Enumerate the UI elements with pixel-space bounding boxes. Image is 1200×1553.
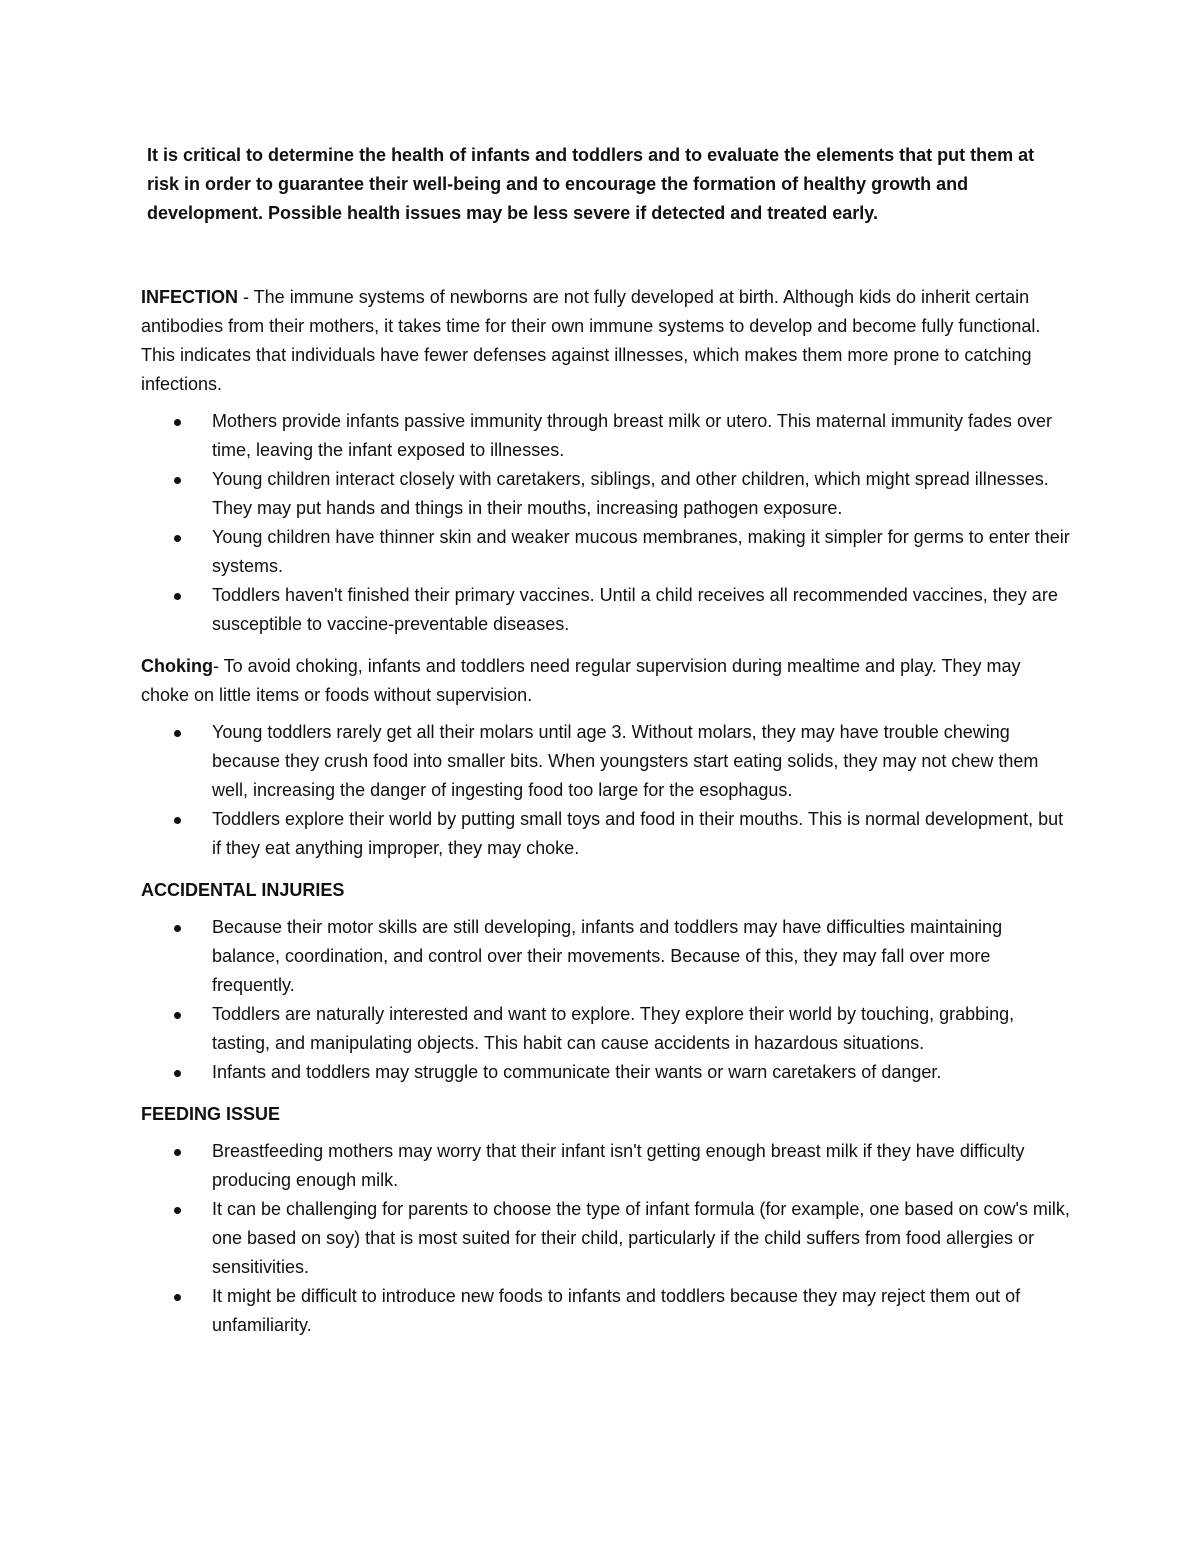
list-item-text: It can be challenging for parents to choose the type of infant formula (for example, one based on cow's milk, one based on soy) that is most suited for their child, particularly if the child suffers from food allergies or sensitivities. [212,1199,1070,1277]
bullet-icon [174,1294,181,1301]
bullet-icon [174,1207,181,1214]
bullet-icon [174,593,181,600]
list-item-text: Toddlers are naturally interested and want to explore. They explore their world by touching, grabbing, tasting, and manipulating objects. This habit can cause accidents in hazardous situations. [212,1004,1015,1053]
list-item-text: Young children interact closely with caretakers, siblings, and other children, which might spread illnesses. They may put hands and things in their mouths, increasing pathogen exposure. [212,469,1049,518]
choking-bullet-list [141,718,1071,863]
choking-heading: Choking [141,656,213,676]
bullet-icon [174,1012,181,1019]
bullet-icon [174,1149,181,1156]
list-item-text: Young toddlers rarely get all their molars until age 3. Without molars, they may have trouble chewing because they crush food into smaller bits. When youngsters start eating solids, they may not chew them well, increasing the danger of ingesting food too large for the esophagus. [212,722,1039,800]
bullet-icon [174,419,181,426]
list-item-text: It might be difficult to introduce new foods to infants and toddlers because they may reject them out of unfamiliarity. [212,1286,1021,1335]
list-item [141,805,1071,863]
list-item [141,718,1071,805]
list-item [141,581,1071,639]
list-item-text: Infants and toddlers may struggle to communicate their wants or warn caretakers of danger. [212,1062,942,1082]
accidental-injuries-heading: ACCIDENTAL INJURIES [141,880,345,900]
feeding-issue-heading: FEEDING ISSUE [141,1104,281,1124]
bullet-icon [174,535,181,542]
intro-paragraph: It is critical to determine the health of infants and toddlers and to evaluate the elements that put them at risk in order to guarantee their well-being and to encourage the formation of healthy growth and development. Possible health issues may be less severe if detected and treated early. [147,145,1035,223]
bullet-icon [174,1070,181,1077]
list-item [141,523,1071,581]
bullet-icon [174,730,181,737]
infection-bullet-list [141,407,1071,639]
list-item-text: Because their motor skills are still developing, infants and toddlers may have difficulties maintaining balance, coordination, and control over their movements. Because of this, they may fall over more frequently. [212,917,1003,995]
list-item [141,913,1071,1000]
list-item [141,1195,1071,1282]
list-item [141,1137,1071,1195]
feeding-bullet-list [141,1137,1071,1340]
infection-heading: INFECTION [141,287,238,307]
accidental-bullet-list [141,913,1071,1087]
list-item-text: Mothers provide infants passive immunity through breast milk or utero. This maternal immunity fades over time, leaving the infant exposed to illnesses. [212,411,1053,460]
infection-text: - The immune systems of newborns are not fully developed at birth. Although kids do inherit certain antibodies from their mothers, it takes time for their own immune systems to develop and become fully functional. This indicates that individuals have fewer defenses against illnesses, which makes them more prone to catching infections. [141,287,1041,394]
bullet-icon [174,925,181,932]
list-item [141,1000,1071,1058]
document-body [141,141,1071,1340]
bullet-icon [174,477,181,484]
list-item-text: Young children have thinner skin and weaker mucous membranes, making it simpler for germs to enter their systems. [212,527,1070,576]
bullet-icon [174,817,181,824]
list-item-text: Toddlers haven't finished their primary vaccines. Until a child receives all recommended vaccines, they are susceptible to vaccine-preventable diseases. [212,585,1058,634]
list-item [141,407,1071,465]
infection-paragraph [141,283,1071,399]
list-item-text: Toddlers explore their world by putting small toys and food in their mouths. This is normal development, but if they eat anything improper, they may choke. [212,809,1064,858]
list-item [141,1282,1071,1340]
choking-text: - To avoid choking, infants and toddlers need regular supervision during mealtime and play. They may choke on little items or foods without supervision. [141,656,1021,705]
choking-paragraph [141,652,1071,710]
list-item [141,465,1071,523]
list-item [141,1058,1071,1087]
list-item-text: Breastfeeding mothers may worry that their infant isn't getting enough breast milk if they have difficulty producing enough milk. [212,1141,1025,1190]
